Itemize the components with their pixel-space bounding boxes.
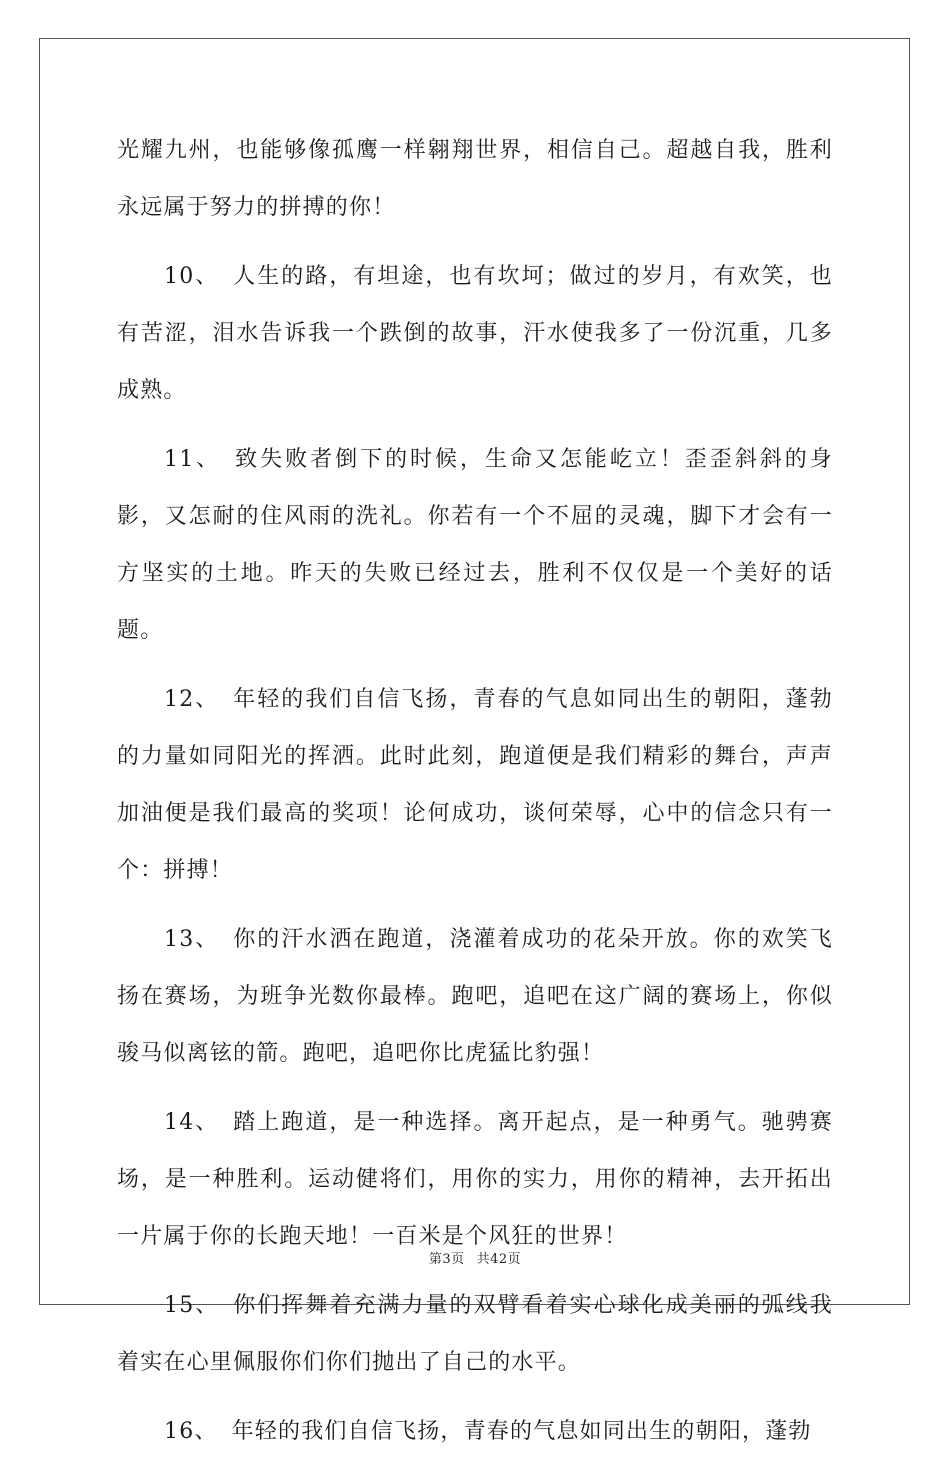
page-footer: [0, 1248, 950, 1267]
continuation-paragraph: 光耀九州，也能够像孤鹰一样翱翔世界，相信自己。超越自我，胜利永远属于努力的拼搏的你！: [117, 138, 833, 220]
entry-text: 年轻的我们自信飞扬，青春的气息如同出生的朝阳，蓬勃的力量如同阳光的挥洒。此时此刻，跑道便是我们精彩的舞台，声声加油便是我们最高的奖项！论何成功，谈何荣辱，心中的信念只有一个：拼搏！: [117, 687, 833, 883]
entry-number: 12、: [164, 687, 220, 712]
entry-number: 13、: [164, 927, 220, 952]
entry-text: 你的汗水洒在跑道，浇灌着成功的花朵开放。你的欢笑飞扬在赛场，为班争光数你最棒。跑吧，追吧在这广阔的赛场上，你似骏马似离铉的箭。跑吧，追吧你比虎猛比豹强！: [117, 927, 833, 1066]
page-number: 第3页: [428, 1252, 465, 1267]
entry-number: 15、: [164, 1293, 220, 1318]
entry-number: 10、: [164, 264, 220, 289]
document-body: [117, 122, 833, 1472]
entry-number: 16、: [164, 1419, 218, 1444]
entry-text: 年轻的我们自信飞扬，青春的气息如同出生的朝阳，蓬勃: [231, 1419, 812, 1444]
entry-12: [117, 671, 833, 899]
entry-13: [117, 911, 833, 1082]
entry-number: 11、: [164, 447, 222, 472]
entry-10: [117, 248, 833, 419]
entry-number: 14、: [164, 1110, 220, 1135]
entry-11: [117, 431, 833, 659]
entry-text: 致失败者倒下的时候，生命又怎能屹立！歪歪斜斜的身影，又怎耐的住风雨的洗礼。你若有一个不屈的灵魂，脚下才会有一方坚实的土地。昨天的失败已经过去，胜利不仅仅是一个美好的话题。: [117, 447, 833, 643]
page-total: 共42页: [476, 1252, 522, 1267]
entry-text: 你们挥舞着充满力量的双臂看着实心球化成美丽的弧线我着实在心里佩服你们你们抛出了自己的水平。: [117, 1293, 833, 1375]
entry-14: [117, 1094, 833, 1265]
entry-text: 人生的路，有坦途，也有坎坷；做过的岁月，有欢笑，也有苦涩，泪水告诉我一个跌倒的故事，汗水使我多了一份沉重，几多成熟。: [117, 264, 833, 403]
entry-16: [117, 1403, 833, 1460]
entry-text: 踏上跑道，是一种选择。离开起点，是一种勇气。驰骋赛场，是一种胜利。运动健将们，用你的实力，用你的精神，去开拓出一片属于你的长跑天地！一百米是个风狂的世界！: [117, 1110, 833, 1249]
entry-15: [117, 1277, 833, 1391]
